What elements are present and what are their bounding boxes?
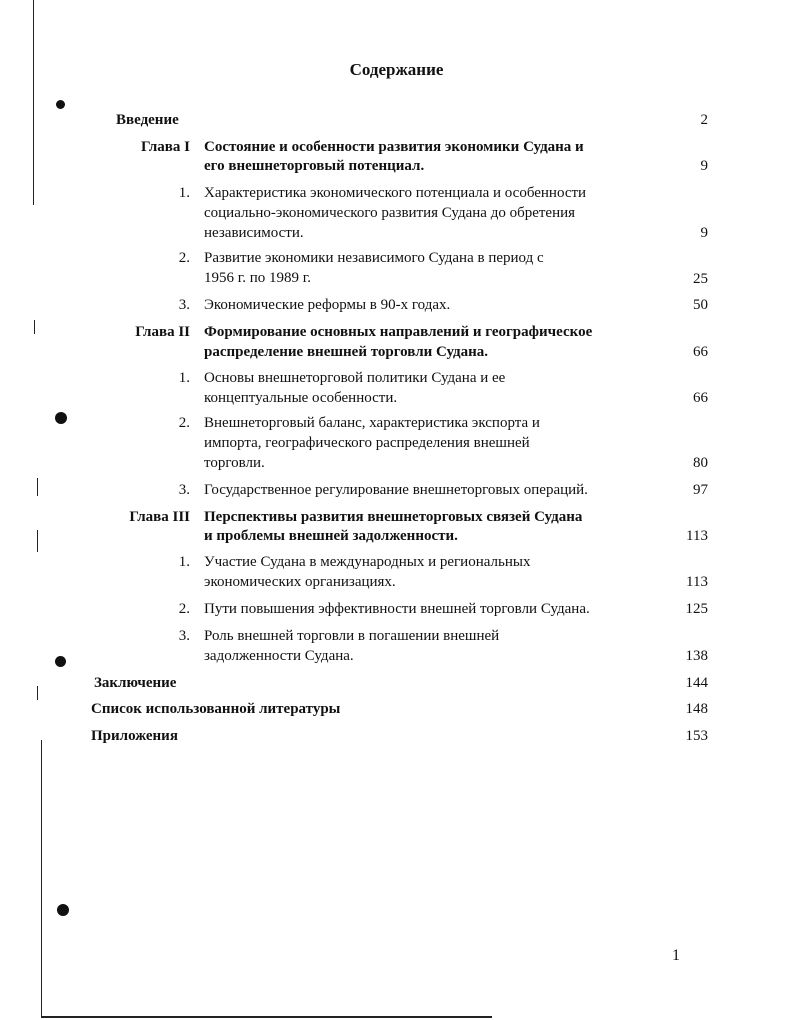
- entry-title-line: Состояние и особенности развития экономики Судана и: [204, 139, 584, 155]
- page-number: 138: [685, 648, 708, 664]
- entry-title-line: Роль внешней торговли в погашении внешней: [204, 628, 500, 644]
- page-number: 125: [685, 601, 708, 617]
- section-number: 1.: [178, 370, 190, 386]
- section-number: 2.: [178, 601, 190, 617]
- footer-page-number: 1: [672, 947, 680, 964]
- section-number: 1.: [178, 185, 190, 201]
- page-number: 2: [700, 112, 708, 128]
- section-number: 3.: [178, 482, 190, 498]
- section-number: 2.: [178, 415, 190, 431]
- scan-bottom-line: [42, 1016, 492, 1018]
- entry-title-line: экономических организациях.: [204, 574, 396, 590]
- entry-title-line: Участие Судана в международных и региональных: [204, 554, 531, 570]
- entry-title-line: Развитие экономики независимого Судана в период с: [204, 250, 544, 266]
- section-number: 1.: [178, 554, 190, 570]
- entry-title-line: концептуальные особенности.: [204, 390, 398, 406]
- entry-title-line: независимости.: [204, 225, 304, 241]
- section-number: 2.: [178, 250, 190, 266]
- page-number: 80: [693, 455, 708, 471]
- section-number: 3.: [178, 297, 190, 313]
- scan-edge-line: [37, 530, 38, 552]
- punch-hole-mark: [56, 100, 65, 109]
- page-title: Содержание: [349, 60, 444, 79]
- scan-edge-line: [33, 0, 34, 205]
- punch-hole-mark: [55, 412, 67, 424]
- entry-title-line: Формирование основных направлений и географическое: [204, 324, 593, 340]
- entry-title-line: торговли.: [204, 455, 265, 471]
- entry-label: Приложения: [91, 728, 178, 744]
- chapter-label: Глава III: [129, 509, 190, 525]
- entry-title-line: Перспективы развития внешнеторговых связей Судана: [204, 509, 583, 525]
- page-number: 50: [693, 297, 708, 313]
- chapter-label: Глава II: [135, 324, 190, 340]
- page-number: 66: [693, 390, 708, 406]
- entry-title-line: Экономические реформы в 90-х годах.: [204, 297, 451, 313]
- page-number: 66: [693, 344, 708, 360]
- page-number: 113: [686, 528, 708, 544]
- entry-label: Введение: [116, 112, 179, 128]
- page-number: 153: [685, 728, 708, 744]
- entry-title-line: и проблемы внешней задолженности.: [204, 528, 458, 544]
- page-number: 97: [693, 482, 708, 498]
- entry-title-line: распределение внешней торговли Судана.: [204, 344, 488, 360]
- entry-title-line: Основы внешнеторговой политики Судана и ее: [204, 370, 506, 386]
- page-number: 113: [686, 574, 708, 590]
- page-number: 148: [685, 701, 708, 717]
- scan-edge-line: [37, 478, 38, 496]
- page-number: 25: [693, 271, 708, 287]
- page-number: 9: [700, 225, 708, 241]
- entry-label: Заключение: [94, 675, 177, 691]
- entry-title-line: Внешнеторговый баланс, характеристика экспорта и: [204, 415, 540, 431]
- scan-edge-line: [37, 686, 38, 700]
- entry-title-line: импорта, географического распределения внешней: [204, 435, 530, 451]
- entry-title-line: Пути повышения эффективности внешней торговли Судана.: [204, 601, 590, 617]
- entry-title-line: Характеристика экономического потенциала и особенности: [204, 185, 587, 201]
- scan-edge-line: [41, 740, 42, 1018]
- chapter-label: Глава I: [141, 139, 190, 155]
- entry-title-line: социально-экономического развития Судана до обретения: [204, 205, 576, 221]
- punch-hole-mark: [55, 656, 66, 667]
- punch-hole-mark: [57, 904, 69, 916]
- entry-title-line: Государственное регулирование внешнеторговых операций.: [204, 482, 588, 498]
- entry-label: Список использованной литературы: [91, 701, 341, 717]
- entry-title-line: его внешнеторговый потенциал.: [204, 158, 425, 174]
- page-number: 144: [685, 675, 708, 691]
- entry-title-line: задолженности Судана.: [204, 648, 354, 664]
- scan-edge-line: [34, 320, 35, 334]
- page-number: 9: [700, 158, 708, 174]
- section-number: 3.: [178, 628, 190, 644]
- entry-title-line: 1956 г. по 1989 г.: [204, 270, 311, 286]
